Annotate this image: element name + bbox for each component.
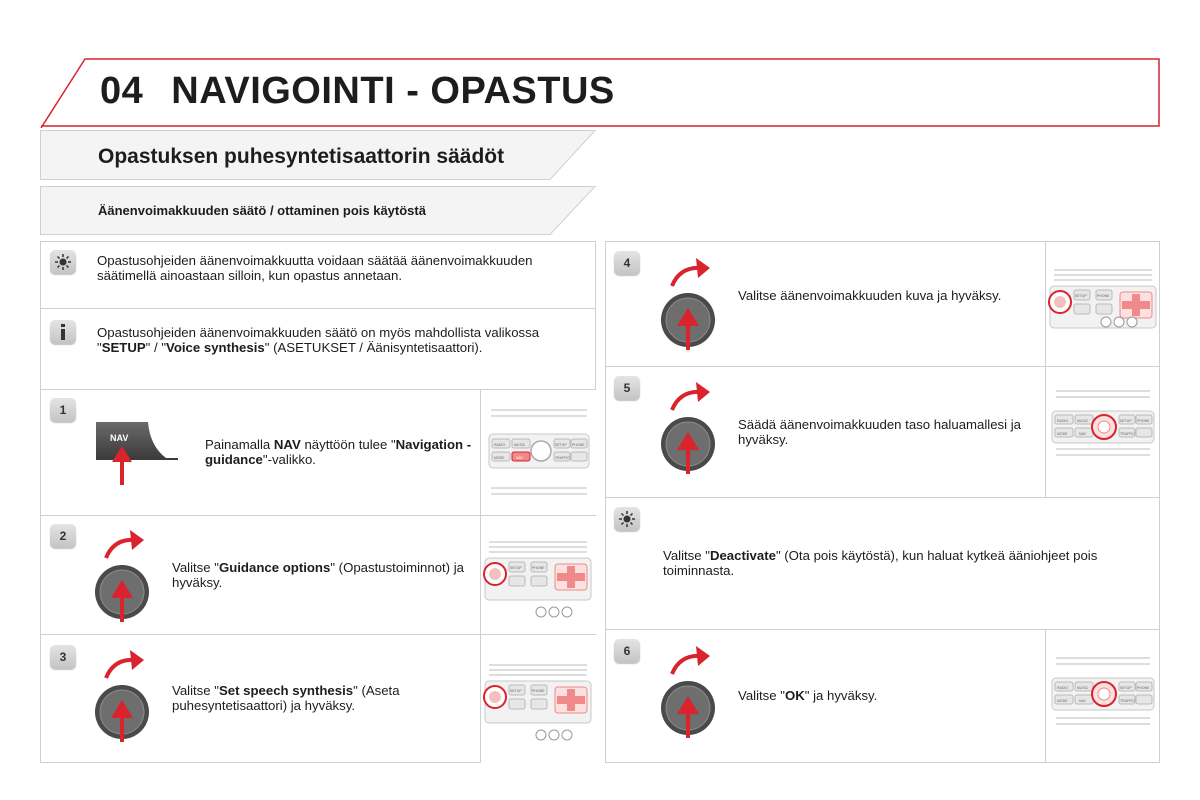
tip-setup-text-2: " / " <box>145 340 167 355</box>
tip-setup-text-3: " (ASETUKSET / Äänisyntetisaattori). <box>264 340 483 355</box>
svg-text:PHONE: PHONE <box>1137 686 1150 690</box>
tip-deactivate-post: " (Ota pois käytöstä), kun haluat kytkeä ääniohjeet pois toiminnasta. <box>663 548 1098 578</box>
svg-text:SETUP: SETUP <box>1120 419 1132 423</box>
step-4-text: Valitse äänenvoimakkuuden kuva ja hyväksy. <box>738 288 1002 303</box>
step-4-badge: 4 <box>614 251 640 275</box>
step-6-post: " ja hyväksy. <box>804 688 878 703</box>
svg-text:RADIO: RADIO <box>1057 419 1069 423</box>
control-panel-6 <box>1045 630 1159 762</box>
nav-key-illustration <box>92 418 180 488</box>
setup-label: SETUP <box>101 340 146 355</box>
chapter-title <box>100 70 615 113</box>
control-panel-1 <box>480 390 596 515</box>
svg-text:PHONE: PHONE <box>1137 419 1150 423</box>
svg-text:MUSIC: MUSIC <box>1077 686 1089 690</box>
divider <box>40 308 596 309</box>
step-1-nav-bold: NAV <box>273 437 301 452</box>
rotary-knob-illustration <box>656 256 726 356</box>
deactivate-label: Deactivate <box>709 548 776 563</box>
rotary-knob-illustration <box>656 380 726 480</box>
step-6-text <box>738 688 1028 703</box>
svg-text:MUSIC: MUSIC <box>514 443 526 447</box>
step-3-text <box>172 683 472 713</box>
svg-text:MODE: MODE <box>494 456 505 460</box>
step-3-badge: 3 <box>50 645 76 669</box>
step-2-text <box>172 560 472 590</box>
step-1-badge: 1 <box>50 398 76 422</box>
svg-text:MODE: MODE <box>1057 699 1068 703</box>
svg-text:PHONE: PHONE <box>1097 294 1110 298</box>
step-5-text: Säädä äänenvoimakkuuden taso haluamallesi ja hyväksy. <box>738 417 1021 447</box>
tip-setup-text <box>97 325 567 355</box>
svg-text:TRAFFIC: TRAFFIC <box>555 456 570 460</box>
svg-text:SETUP: SETUP <box>1120 686 1132 690</box>
step-3-bold: Set speech synthesis <box>218 683 354 698</box>
svg-text:SETUP: SETUP <box>510 689 522 693</box>
control-panel-2 <box>480 516 596 634</box>
svg-text:SETUP: SETUP <box>1075 294 1087 298</box>
voice-synthesis-label: Voice synthesis <box>166 340 265 355</box>
svg-text:SETUP: SETUP <box>555 443 567 447</box>
svg-text:PHONE: PHONE <box>532 566 545 570</box>
svg-text:SETUP: SETUP <box>510 566 522 570</box>
chapter-number: 04 <box>100 70 144 112</box>
rotary-knob-illustration <box>90 528 160 628</box>
subsection-title: Äänenvoimakkuuden säätö / ottaminen pois käytöstä <box>98 203 426 218</box>
rotary-knob-illustration <box>90 648 160 748</box>
info-icon <box>50 320 76 344</box>
step-1-pre: Painamalla <box>205 437 274 452</box>
nav-key-label: NAV <box>110 433 129 443</box>
tip-setup-text-1: Opastusohjeiden äänenvoimakkuuden säätö on myös mahdollista valikossa " <box>97 325 540 355</box>
svg-text:NAV: NAV <box>516 456 523 460</box>
step-5-badge: 5 <box>614 376 640 400</box>
step-3-post: " (Aseta puhesyntetisaattori) ja hyväksy. <box>172 683 400 713</box>
svg-text:TRAFFIC: TRAFFIC <box>1120 699 1135 703</box>
svg-text:RADIO: RADIO <box>1057 686 1069 690</box>
svg-text:MODE: MODE <box>1057 432 1068 436</box>
step-2-badge: 2 <box>50 524 76 548</box>
section-title: Opastuksen puhesyntetisaattorin säädöt <box>98 145 505 168</box>
divider <box>605 497 1160 498</box>
step-2-post: " (Opastustoiminnot) ja hyväksy. <box>172 560 465 590</box>
tip-deactivate-pre: Valitse " <box>663 548 710 563</box>
chapter-name: NAVIGOINTI - OPASTUS <box>171 70 615 112</box>
step-6-badge: 6 <box>614 639 640 663</box>
lamp-icon <box>614 507 640 531</box>
svg-text:NAV: NAV <box>1079 432 1086 436</box>
step-3-pre: Valitse " <box>172 683 219 698</box>
step-1-post: "-valikko. <box>262 452 316 467</box>
control-panel-3 <box>480 635 596 763</box>
control-panel-5 <box>1045 367 1159 497</box>
svg-text:MUSIC: MUSIC <box>1077 419 1089 423</box>
step-1-text <box>205 437 475 467</box>
step-6-pre: Valitse " <box>738 688 785 703</box>
svg-text:PHONE: PHONE <box>572 443 585 447</box>
tip-deactivate-text <box>663 548 1133 578</box>
step-2-bold: Guidance options <box>218 560 331 575</box>
svg-text:RADIO: RADIO <box>494 443 506 447</box>
svg-text:NAV: NAV <box>1079 699 1086 703</box>
step-1-mid: näyttöön tulee " <box>300 437 396 452</box>
step-2-pre: Valitse " <box>172 560 219 575</box>
control-panel-4 <box>1045 242 1159 366</box>
step-6-bold: OK <box>784 688 805 703</box>
tip-volume-text: Opastusohjeiden äänenvoimakkuutta voidaan säätää äänenvoimakkuuden säätimellä ainoastaan silloin, kun opastus annetaan. <box>97 253 533 283</box>
lamp-icon <box>50 250 76 274</box>
rotary-knob-illustration <box>656 644 726 744</box>
step-1-menu-bold: Navigation - guidance <box>205 437 472 467</box>
svg-text:PHONE: PHONE <box>532 689 545 693</box>
svg-text:TRAFFIC: TRAFFIC <box>1120 432 1135 436</box>
